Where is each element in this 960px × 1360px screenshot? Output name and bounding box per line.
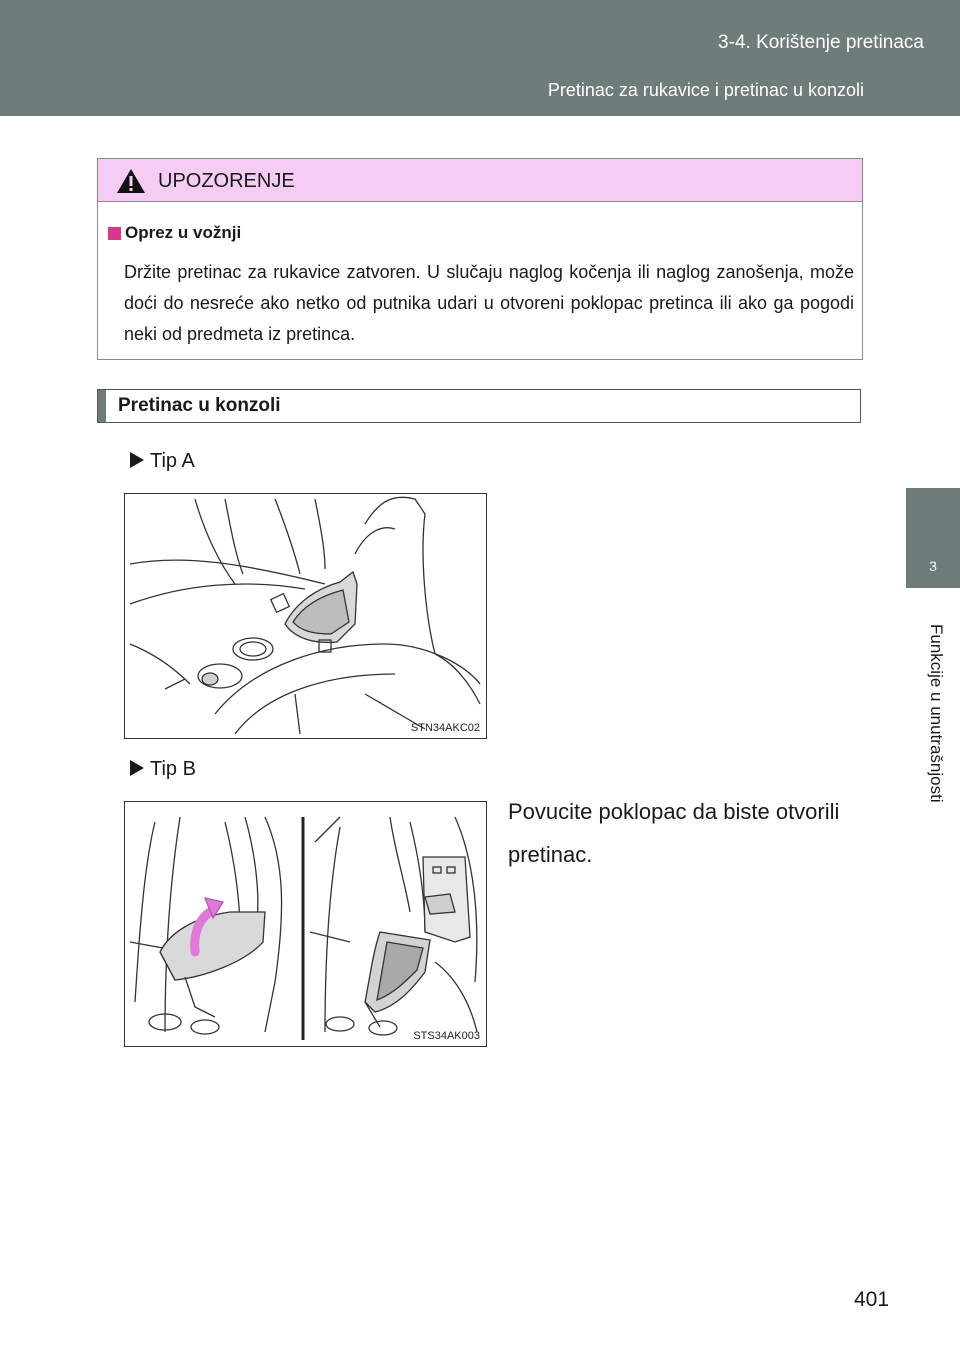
chapter-tab xyxy=(906,488,960,588)
warning-title: UPOZORENJE xyxy=(158,170,295,192)
triangle-bullet-icon xyxy=(130,760,144,776)
subsection-title: Pretinac za rukavice i pretinac u konzoli xyxy=(547,80,864,100)
section-heading xyxy=(97,389,861,423)
warning-heading: Oprez u vožnji xyxy=(125,223,242,242)
tip-b-text: Tip B xyxy=(150,758,196,780)
section-heading-text: Pretinac u konzoli xyxy=(118,395,281,416)
warning-text: Držite pretinac za rukavice zatvoren. U slučaju naglog kočenja ili naglog zanošenja, može doći do nesreće ako netko od putnika udari u otvoreni poklopac pretinca ili ako ga pogodi neki od predmeta iz pretinca. xyxy=(124,262,854,344)
figure-tip-b xyxy=(124,801,487,1047)
tip-a-text: Tip A xyxy=(150,450,195,472)
chapter-number: 3 xyxy=(929,558,937,574)
warning-header xyxy=(98,159,862,202)
console-box-illustration xyxy=(125,494,486,738)
page-header xyxy=(0,0,960,116)
triangle-bullet-icon xyxy=(130,452,144,468)
chapter-label-box xyxy=(912,600,960,870)
page-number: 401 xyxy=(854,1288,890,1311)
section-heading-bar xyxy=(98,390,106,422)
figure-code-a: STN34AKC02 xyxy=(410,722,480,734)
tip-a-label xyxy=(130,450,195,473)
chapter-title: Funkcije u unutrašnjosti xyxy=(927,624,946,803)
console-lid-illustration xyxy=(125,802,486,1046)
warning-box xyxy=(97,158,863,360)
warning-triangle-icon xyxy=(116,168,146,194)
instruction-text: Povucite poklopac da biste otvorili pretinac. xyxy=(508,799,840,867)
figure-tip-a xyxy=(124,493,487,739)
tip-b-label xyxy=(130,758,196,781)
bullet-square-icon xyxy=(108,227,121,240)
section-title: 3-4. Korištenje pretinaca xyxy=(718,32,924,53)
figure-code-b: STS34AK003 xyxy=(413,1030,480,1042)
